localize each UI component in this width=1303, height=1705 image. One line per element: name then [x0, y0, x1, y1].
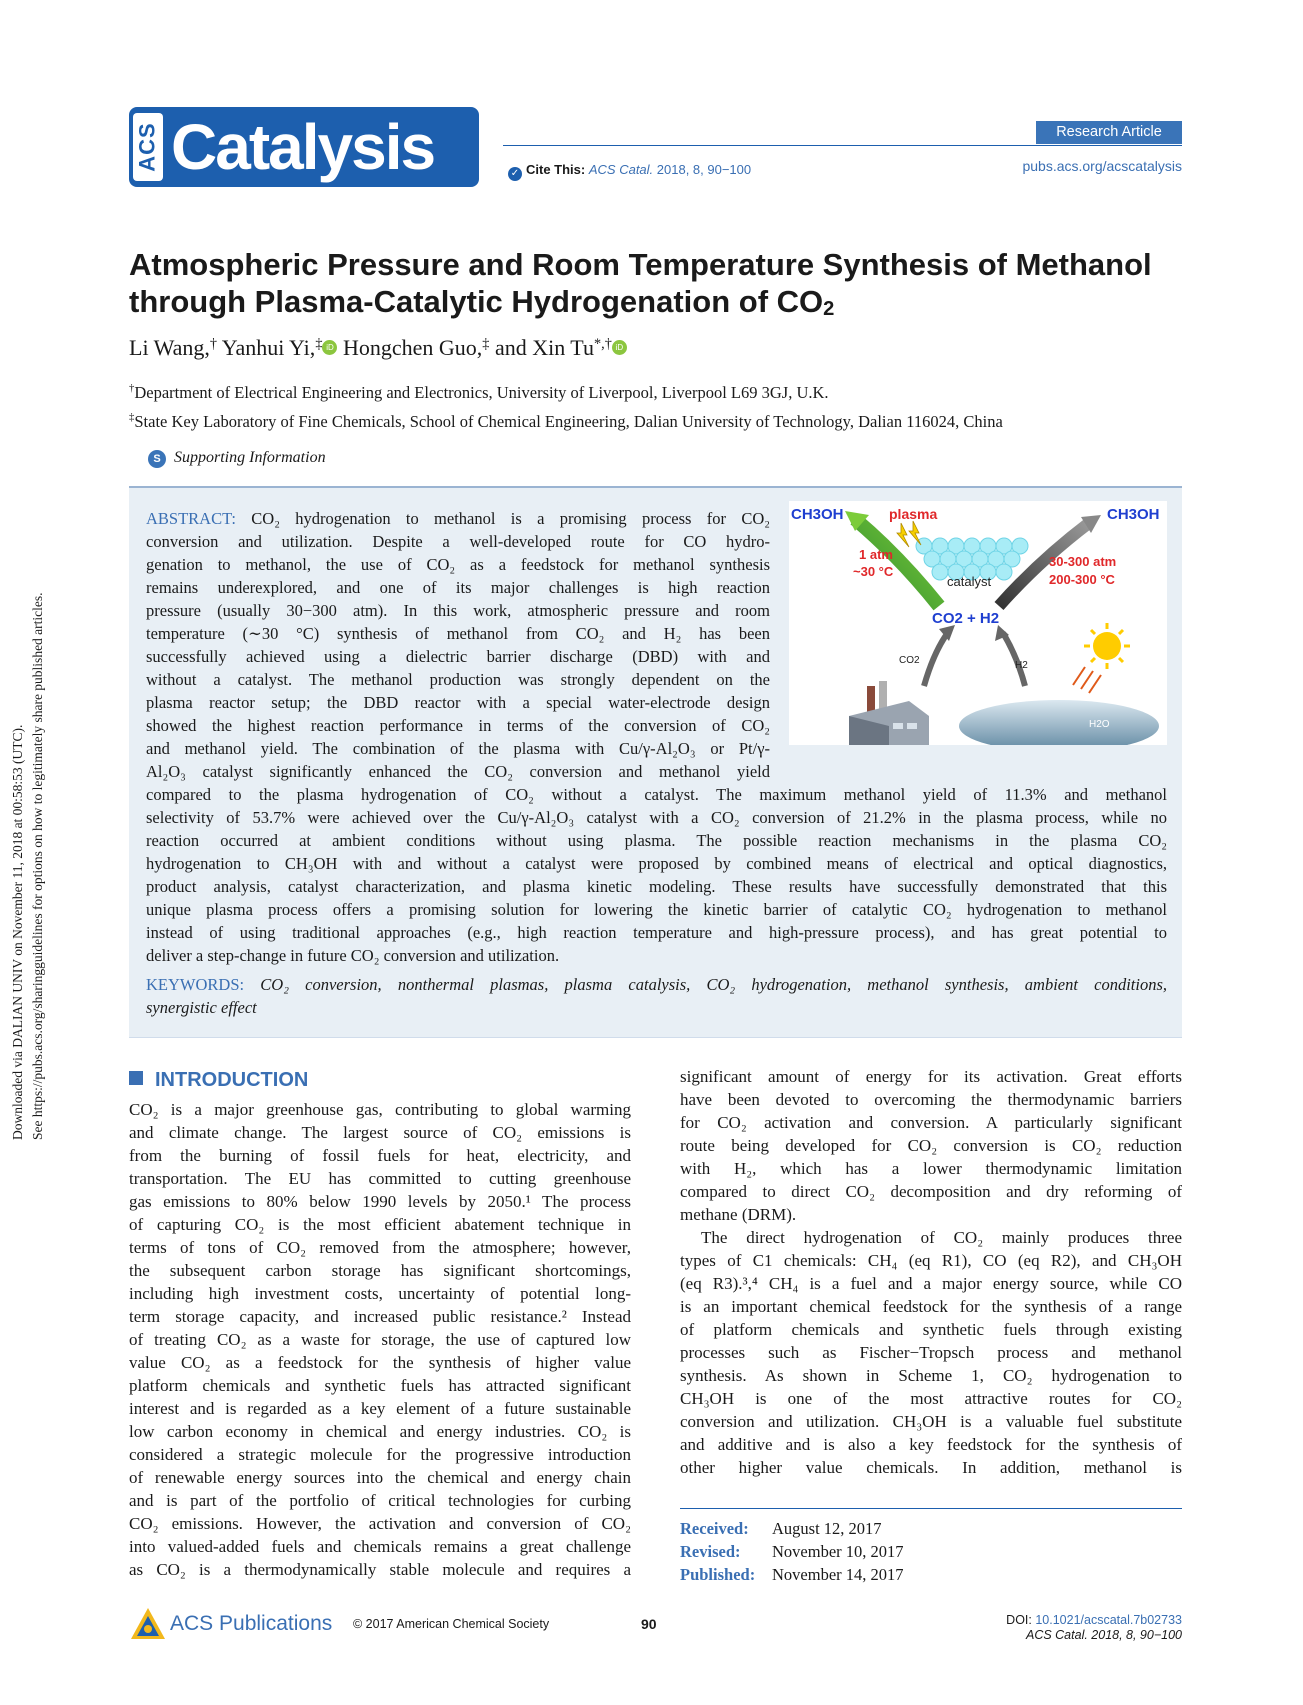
orcid-icon[interactable]: iD	[322, 340, 337, 355]
abstract-line: product analysis, catalyst characterization, and plasma kinetic modeling. These results have successfully demonstrated that this	[146, 877, 1167, 896]
toc-label-left-cond2: ~30 °C	[853, 564, 894, 579]
copyright: © 2017 American Chemical Society	[353, 1617, 550, 1631]
toc-label-catalyst: catalyst	[947, 574, 992, 589]
supporting-info-icon: S	[148, 450, 166, 468]
co2-supply-arrow	[924, 631, 949, 686]
abstract-line: and methanol yield. The combination of the plasma with Cu/γ-Al₂O₃ or Pt/γ-	[146, 739, 770, 758]
body-text-line: other higher value chemicals. In addition, methanol is	[680, 1458, 1182, 1477]
abstract-line: compared to the plasma hydrogenation of CO₂ without a catalyst. The maximum methanol yield of 11.3% and methanol	[146, 785, 1167, 804]
orcid-icon[interactable]: iD	[612, 340, 627, 355]
abstract-line: instead of using traditional approaches (e.g., high reaction temperature and high-pressure process), and has great potential to	[146, 923, 1167, 942]
body-text-line: synthesis. As shown in Scheme 1, CO₂ hydrogenation to	[680, 1366, 1182, 1385]
acs-publications-logo-icon[interactable]	[129, 1606, 167, 1642]
download-notice-line2: See https://pubs.acs.org/sharingguidelines for options on how to legitimately share published articles.	[30, 592, 45, 1140]
abstract-line: ABSTRACT: CO₂ hydrogenation to methanol is a promising process for CO₂	[146, 509, 770, 528]
abstract-line: genation to methanol, the use of CO₂ as a feedstock for methanol synthesis	[146, 555, 770, 574]
body-text-line: transportation. The EU has committed to cutting greenhouse	[129, 1169, 631, 1188]
body-text-line: methane (DRM).	[680, 1205, 797, 1224]
body-text-line: compared to direct CO₂ decomposition and dry reforming of	[680, 1182, 1182, 1201]
body-text-line: for CO₂ activation and conversion. A particularly significant	[680, 1113, 1182, 1132]
doi-block	[1006, 1613, 1182, 1643]
affiliation: ‡State Key Laboratory of Fine Chemicals, School of Chemical Engineering, Dalian University of Technology, Dalian 116024, China	[129, 411, 1003, 431]
toc-label-h2o: H2O	[1089, 719, 1110, 730]
toc-label-right-product: CH3OH	[1107, 506, 1160, 523]
body-text-line: gas emissions to 80% below 1990 levels by 2050.¹ The process	[129, 1192, 631, 1211]
title-line-2: through Plasma-Catalytic Hydrogenation of CO	[129, 284, 824, 319]
lightning-icon	[897, 523, 909, 547]
body-text-line: is an important chemical feedstock for the synthesis of a range	[680, 1297, 1182, 1316]
journal-logo[interactable]	[129, 107, 479, 187]
body-text-line: with H₂, which has a lower thermodynamic limitation	[680, 1159, 1182, 1178]
toc-graphic	[789, 501, 1167, 745]
body-text-line: significant amount of energy for its activation. Great efforts	[680, 1067, 1182, 1086]
water-surface	[959, 700, 1159, 745]
body-text-line: The direct hydrogenation of CO₂ mainly produces three	[701, 1228, 1182, 1247]
check-circle-icon: ✓	[508, 167, 522, 181]
body-text-line: have been devoted to overcoming the thermodynamic barriers	[680, 1090, 1182, 1109]
body-text-line: CH₃OH is one of the most attractive routes for CO₂	[680, 1389, 1182, 1408]
abstract-line: successfully achieved using a dielectric barrier discharge (DBD) with and	[146, 647, 770, 666]
abstract-line: reaction occurred at ambient conditions without using plasma. The possible reaction mechanisms in the plasma CO₂	[146, 831, 1167, 850]
body-text-line: CO₂ emissions. However, the activation and conversion of CO₂	[129, 1514, 631, 1533]
toc-label-left-product: CH3OH	[791, 506, 844, 523]
abstract-line: hydrogenation to CH₃OH with and without a catalyst were proposed by combined means of electrical and optical diagnostics,	[146, 854, 1167, 873]
body-text-line: interest and is regarded as a key element of a future sustainable	[129, 1399, 631, 1418]
toc-label-left-cond1: 1 atm	[859, 547, 893, 562]
toc-label-h2: H2	[1015, 660, 1028, 671]
toc-label-reactants: CO2 + H2	[932, 610, 1000, 627]
doi-link[interactable]: 10.1021/acscatal.7b02733	[1035, 1613, 1182, 1627]
journal-site-link[interactable]: pubs.acs.org/acscatalysis	[1022, 158, 1182, 174]
abstract-line: remains underexplored, and one of its major challenges is high reaction	[146, 578, 770, 597]
title-subscript: 2	[823, 298, 835, 320]
author-name[interactable]: Li Wang,	[129, 335, 210, 360]
section-marker-icon	[129, 1071, 143, 1085]
body-text-line: value CO₂ as a feedstock for the synthesis of higher value	[129, 1353, 631, 1372]
abstract-line: deliver a step-change in future CO₂ conversion and utilization.	[146, 946, 560, 965]
keywords-label: KEYWORDS:	[146, 975, 245, 994]
affiliation: †Department of Electrical Engineering and Electronics, University of Liverpool, Liverpool L69 3GJ, U.K.	[129, 382, 829, 402]
author-affiliation-mark: *,†	[593, 336, 612, 352]
body-text-line: and is part of the portfolio of critical technologies for curbing	[129, 1491, 631, 1510]
section-heading-introduction: INTRODUCTION	[129, 1069, 308, 1092]
abstract-line: showed the highest reaction performance in terms of the conversion of CO₂	[146, 716, 770, 735]
body-text-line: of treating CO₂ as a waste for storage, the use of captured low	[129, 1330, 631, 1349]
body-text-line: terms of tons of CO₂ removed from the atmosphere; however,	[129, 1238, 631, 1257]
abstract-line: Al₂O₃ catalyst significantly enhanced the CO₂ conversion and methanol yield	[146, 762, 770, 781]
body-text-line: route being developed for CO₂ conversion is CO₂ reduction	[680, 1136, 1182, 1155]
abstract-line: plasma reactor setup; the DBD reactor with a special water-electrode design	[146, 693, 770, 712]
author-list	[129, 334, 627, 362]
citation-line: ACS Catal. 2018, 8, 90−100	[1025, 1628, 1182, 1642]
body-text-line: of platform chemicals and synthetic fuels through existing	[680, 1320, 1182, 1339]
author-affiliation-mark: †	[209, 336, 218, 352]
header-divider	[503, 145, 1182, 146]
body-text-line: processes such as Fischer−Tropsch process and methanol	[680, 1343, 1182, 1362]
title-line-1: Atmospheric Pressure and Room Temperature Synthesis of Methanol	[129, 247, 1152, 282]
keywords-line: KEYWORDS: CO₂ conversion, nonthermal plasmas, plasma catalysis, CO₂ hydrogenation, methanol synthesis, ambient conditions,	[146, 975, 1167, 994]
acs-logo-badge: ACS	[133, 113, 163, 181]
cite-label: Cite This:	[526, 162, 586, 177]
body-text-line: and additive and is also a key feedstock for the synthesis of	[680, 1435, 1182, 1454]
sun-icon	[1093, 632, 1121, 660]
author-name[interactable]: and Xin Tu	[494, 335, 594, 360]
body-text-line: platform chemicals and synthetic fuels has attracted significant	[129, 1376, 631, 1395]
abstract-label: ABSTRACT:	[146, 509, 236, 528]
dates-divider	[680, 1508, 1182, 1509]
date-received: Received: August 12, 2017	[680, 1519, 882, 1538]
body-text-line: term storage capacity, and increased public resistance.² Instead	[129, 1307, 631, 1326]
supporting-information-link[interactable]: S Supporting Information	[148, 449, 326, 468]
toc-label-right-cond2: 200-300 °C	[1049, 572, 1115, 587]
toc-graphic-illustration	[789, 501, 1167, 745]
body-text-line: (eq R3).³,⁴ CH₄ is a fuel and a major energy source, while CO	[680, 1274, 1182, 1293]
abstract-line: pressure (usually 30−300 atm). In this work, atmospheric pressure and room	[146, 601, 770, 620]
author-affiliation-mark: ‡	[482, 336, 490, 352]
body-text-line: CO₂ is a major greenhouse gas, contributing to global warming	[129, 1100, 631, 1119]
toc-label-plasma: plasma	[889, 506, 938, 522]
body-text-line: of renewable energy sources into the chemical and energy chain	[129, 1468, 631, 1487]
body-text-line: and climate change. The largest source of CO₂ emissions is	[129, 1123, 631, 1142]
date-revised: Revised: November 10, 2017	[680, 1542, 904, 1561]
factory-icon	[849, 681, 929, 745]
abstract-line: without a catalyst. The methanol production was strongly dependent on the	[146, 670, 770, 689]
body-text-line: conversion and utilization. CH₃OH is a valuable fuel substitute	[680, 1412, 1182, 1431]
abstract-line: temperature (∼30 °C) synthesis of methanol from CO₂ and H₂ has been	[146, 624, 770, 643]
article-type-badge: Research Article	[1036, 121, 1182, 144]
toc-label-right-cond1: 30-300 atm	[1049, 554, 1117, 569]
cite-details: 2018, 8, 90−100	[653, 162, 752, 177]
body-text-line: from the burning of fossil fuels for heat, electricity, and	[129, 1146, 631, 1165]
cite-this[interactable]	[508, 161, 751, 181]
author-name[interactable]: Yanhui Yi,	[221, 335, 316, 360]
body-text-line: low carbon economy in chemical and energy industries. CO₂ is	[129, 1422, 631, 1441]
page-number: 90	[641, 1616, 657, 1632]
body-text-line: types of C1 chemicals: CH₄ (eq R1), CO (eq R2), and CH₃OH	[680, 1251, 1182, 1270]
body-text-line: including high investment costs, uncertainty of potential long-	[129, 1284, 631, 1303]
abstract-line: conversion and utilization. Despite a well-developed route for CO hydro-	[146, 532, 770, 551]
author-name[interactable]: Hongchen Guo,	[342, 335, 483, 360]
cite-journal: ACS Catal.	[588, 162, 654, 177]
body-text-line: into valued-added fuels and chemicals remains a great challenge	[129, 1537, 631, 1556]
toc-label-co2: CO2	[899, 655, 920, 666]
journal-name: Catalysis	[171, 111, 435, 183]
keywords-line: synergistic effect	[146, 998, 257, 1017]
body-text-line: the subsequent carbon storage has significant shortcomings,	[129, 1261, 631, 1280]
abstract-line: unique plasma process offers a promising solution for lowering the kinetic barrier of catalytic CO₂ hydrogenation to methanol	[146, 900, 1167, 919]
date-published: Published: November 14, 2017	[680, 1565, 904, 1584]
doi-label: DOI:	[1006, 1613, 1036, 1627]
download-notice-line1: Downloaded via DALIAN UNIV on November 11, 2018 at 00:58:53 (UTC).	[10, 724, 25, 1140]
body-text-line: considered a strategic molecule for the progressive introduction	[129, 1445, 631, 1464]
abstract-line: selectivity of 53.7% were achieved over the Cu/γ-Al₂O₃ catalyst with a CO₂ conversion of 21.2% in the plasma process, while no	[146, 808, 1167, 827]
download-notice	[8, 520, 48, 1140]
body-text-line: as CO₂ is a thermodynamically stable molecule and requires a	[129, 1560, 631, 1579]
body-text-line: of capturing CO₂ is the most efficient abatement technique in	[129, 1215, 631, 1234]
publisher-name[interactable]: ACS Publications	[170, 1612, 333, 1635]
author-affiliation-mark: ‡	[315, 336, 323, 352]
article-title	[129, 246, 1189, 320]
